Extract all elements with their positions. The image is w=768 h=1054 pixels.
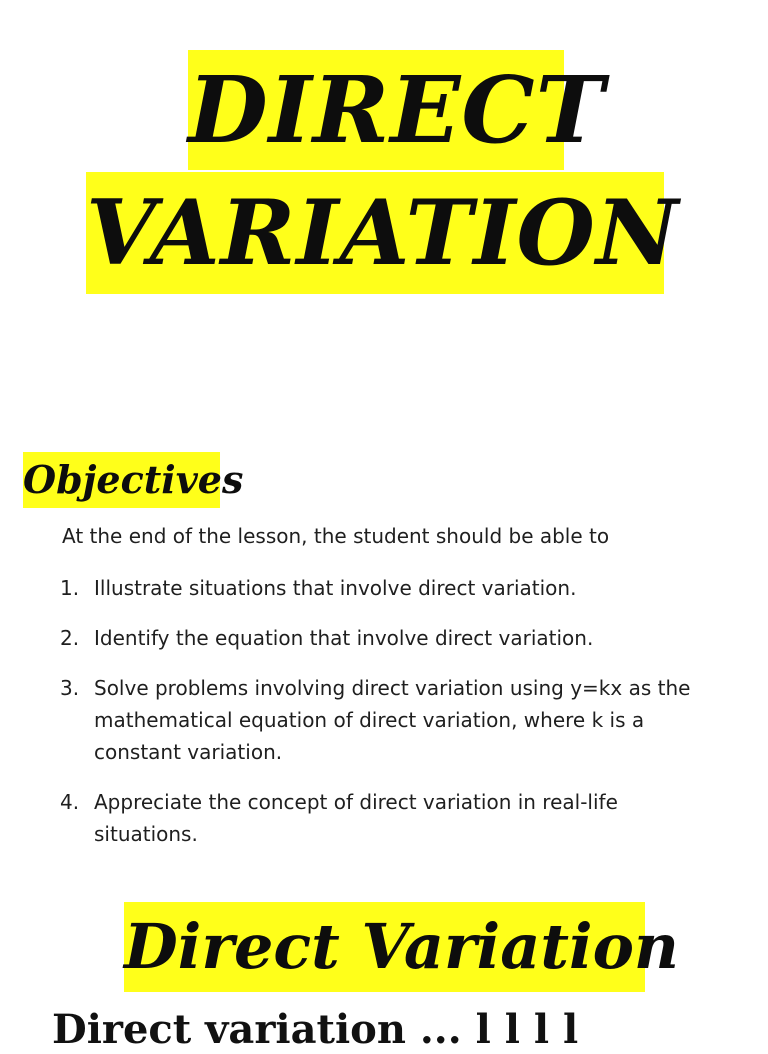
objective-item-3 xyxy=(60,672,710,768)
objectives-list xyxy=(60,572,710,868)
page-title-line-2: VARIATION xyxy=(86,180,680,286)
body-text-cut-off: Direct variation ... l l l l xyxy=(52,1006,579,1053)
section-heading: Direct Variation xyxy=(124,910,680,983)
objective-number: 2. xyxy=(60,626,80,650)
objective-number: 1. xyxy=(60,576,80,600)
page-title-line-1: DIRECT xyxy=(188,56,606,164)
objective-item-4 xyxy=(60,786,710,850)
objectives-heading: Objectives xyxy=(23,457,244,502)
objective-text: Appreciate the concept of direct variation in real-life situations. xyxy=(94,790,618,846)
objective-number: 4. xyxy=(60,790,80,814)
objective-text: Illustrate situations that involve direct variation. xyxy=(94,576,577,600)
objective-text: Identify the equation that involve direct variation. xyxy=(94,626,594,650)
objective-number: 3. xyxy=(60,676,80,700)
objective-item-1 xyxy=(60,572,710,604)
objective-text: Solve problems involving direct variation using y=kx as the mathematical equation of direct variation, where k is a constant variation. xyxy=(94,676,691,764)
objective-item-2 xyxy=(60,622,710,654)
objectives-intro: At the end of the lesson, the student should be able to xyxy=(62,524,610,548)
